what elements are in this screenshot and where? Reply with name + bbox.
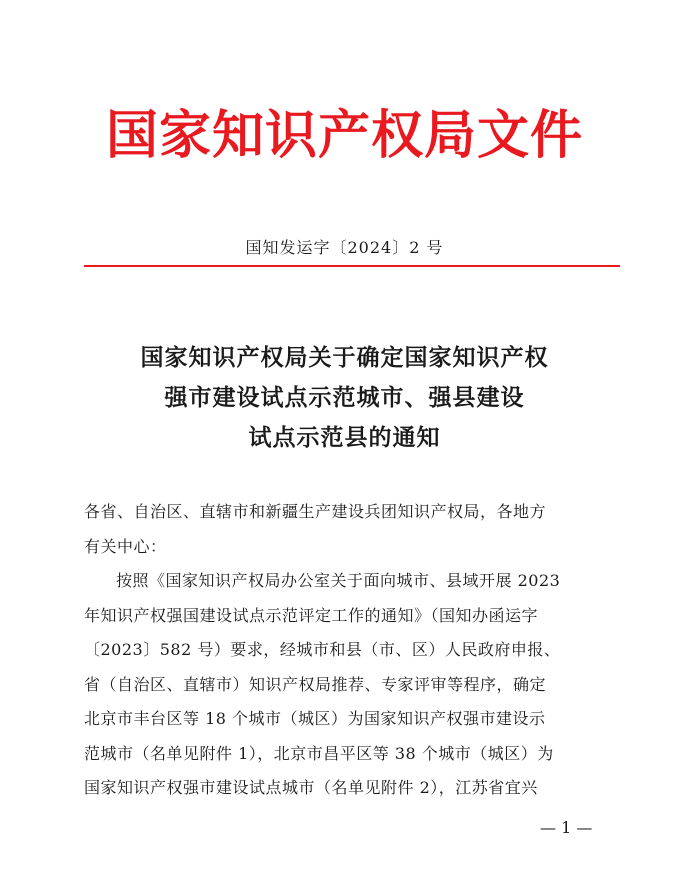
red-separator-line: [84, 265, 620, 267]
notice-title: [0, 338, 689, 458]
notice-body: [84, 495, 620, 806]
body-paragraph-line: 〔2023〕582 号）要求，经城市和县（市、区）人民政府申报、: [84, 640, 561, 659]
addressee-line: 有关中心：: [84, 536, 167, 556]
body-paragraph-line: 省（自治区、直辖市）知识产权局推荐、专家评审等程序，确定: [84, 674, 547, 694]
body-paragraph-line: 年知识产权强国建设试点示范评定工作的通知》（国知办函运字: [84, 605, 539, 625]
body-paragraph-line: 按照《国家知识产权局办公室关于面向城市、县域开展 2023: [116, 571, 561, 590]
addressee-line: 各省、自治区、直辖市和新疆生产建设兵团知识产权局，各地方: [84, 502, 547, 521]
notice-title-line: 国家知识产权局关于确定国家知识产权: [140, 344, 549, 371]
body-paragraph-line: 范城市（名单见附件 1），北京市昌平区等 38 个城市（城区）为: [84, 743, 554, 763]
body-paragraph-line: 国家知识产权强市建设试点城市（名单见附件 2），江苏省宜兴: [84, 778, 538, 797]
notice-title-line: 试点示范县的通知: [248, 424, 441, 451]
issuing-authority-title: 国家知识产权局文件: [105, 105, 583, 166]
page-number: — 1 —: [540, 818, 593, 837]
body-paragraph-line: 北京市丰台区等 18 个城市（城区）为国家知识产权强市建设示: [84, 709, 546, 728]
notice-title-line: 强市建设试点示范城市、强县建设: [164, 384, 525, 411]
document-number: 国知发运字〔2024〕2 号: [245, 238, 444, 257]
